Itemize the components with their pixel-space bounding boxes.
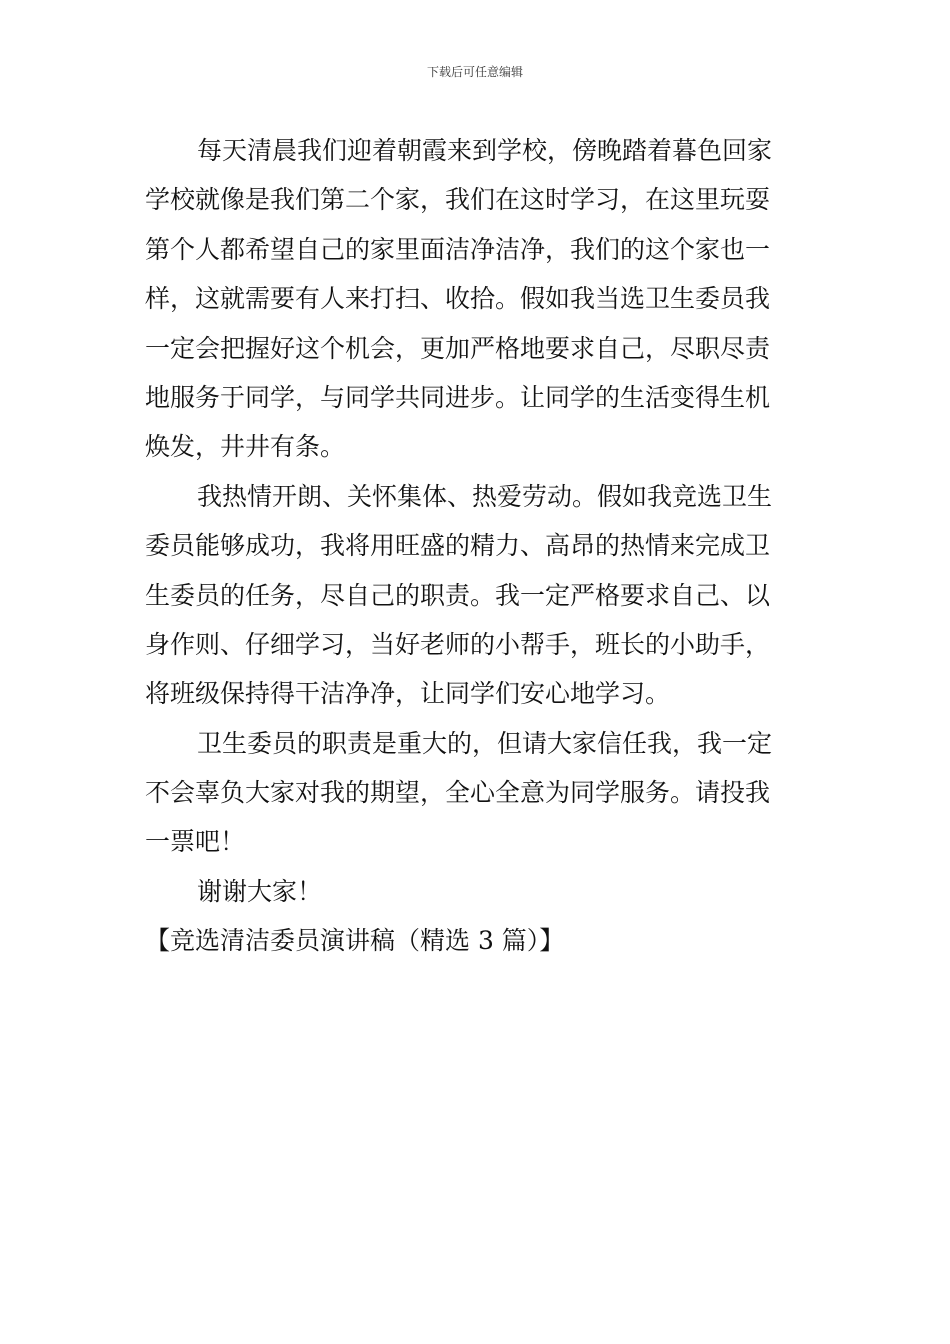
- paragraph-line: 一票吧！: [145, 827, 246, 857]
- paragraph-line: 地服务于同学，与同学共同进步。让同学的生活变得生机: [145, 382, 771, 412]
- paragraph-line: 卫生委员的职责是重大的，但请大家信任我，我一定: [197, 728, 773, 758]
- paragraph-line: 学校就像是我们第二个家，我们在这时学习，在这里玩耍: [145, 185, 771, 215]
- paragraph-line: 不会辜负大家对我的期望，全心全意为同学服务。请投我: [145, 778, 771, 808]
- paragraph-line: 将班级保持得干洁净净，让同学们安心地学习。: [145, 679, 671, 709]
- paragraph-line: 生委员的任务，尽自己的职责。我一定严格要求自己、以: [145, 580, 771, 610]
- paragraph-line: 焕发，井井有条。: [145, 432, 346, 462]
- paragraph-line: 身作则、仔细学习，当好老师的小帮手，班长的小助手，: [145, 629, 771, 659]
- paragraph-line: 一定会把握好这个机会，更加严格地要求自己，尽职尽责: [145, 333, 771, 363]
- paragraph-line: 我热情开朗、关怀集体、热爱劳动。假如我竞选卫生: [197, 481, 773, 511]
- document-body: [145, 126, 809, 966]
- paragraph-line: 样，这就需要有人来打扫、收拾。假如我当选卫生委员我: [145, 284, 771, 314]
- paragraph-line: 第个人都希望自己的家里面洁净洁净，我们的这个家也一: [145, 234, 771, 264]
- section-title: 【竞选清洁委员演讲稿（精选 3 篇）】: [145, 926, 565, 956]
- paragraph-line: 委员能够成功，我将用旺盛的精力、高昂的热情来完成卫: [145, 531, 771, 561]
- page-header-note: 下载后可任意编辑: [426, 65, 523, 79]
- closing-line: 谢谢大家！: [197, 876, 323, 906]
- paragraph-line: 每天清晨我们迎着朝霞来到学校，傍晚踏着暮色回家: [197, 136, 773, 165]
